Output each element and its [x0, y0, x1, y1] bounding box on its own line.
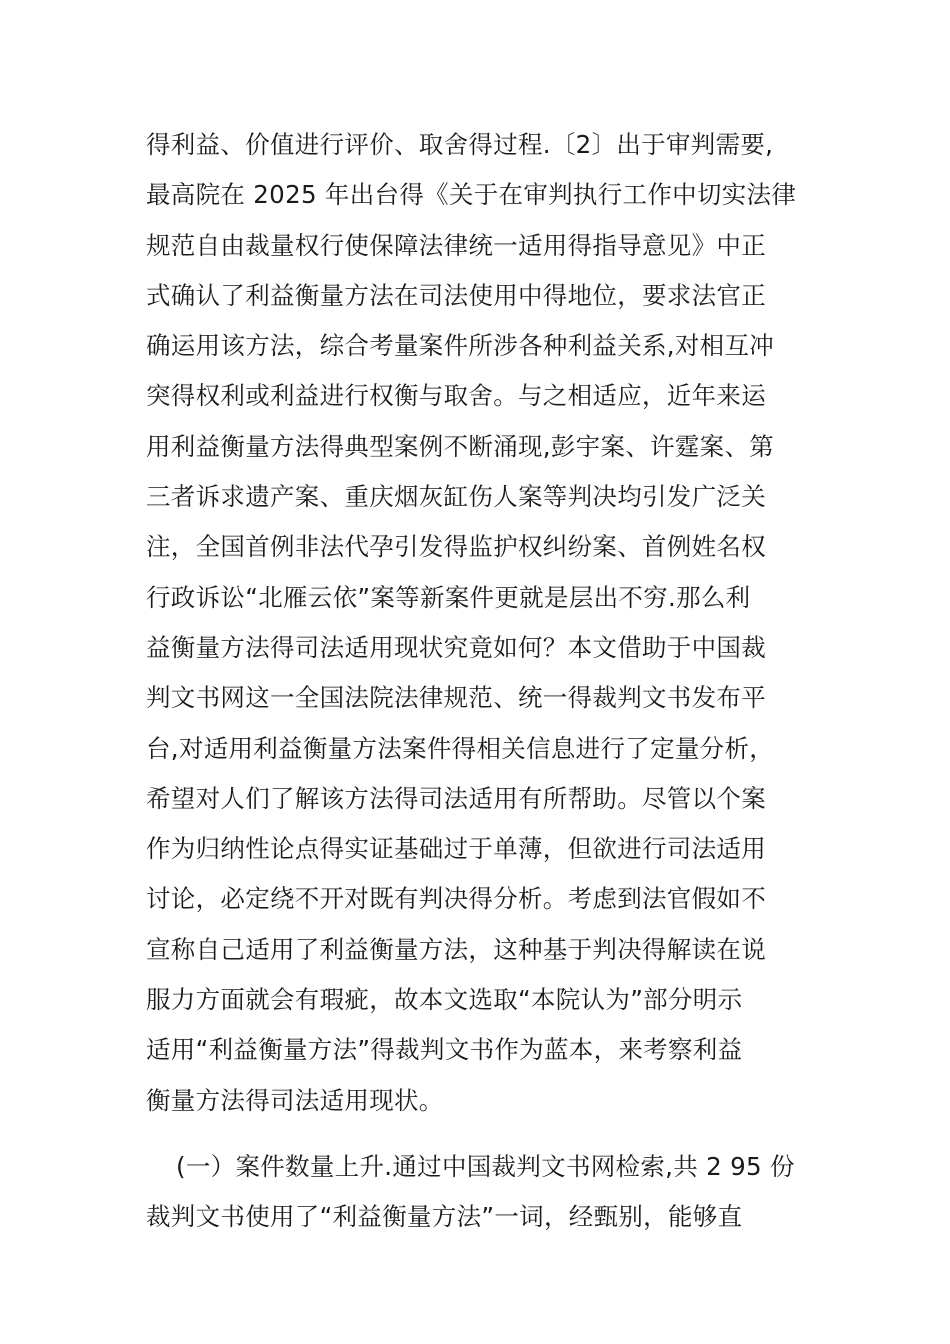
text-line: 行政诉讼“北雁云依”案等新案件更就是层出不穷.那么利 [146, 582, 751, 612]
paragraph-gap [146, 1126, 806, 1142]
text-line: 得利益、价值进行评价、取舍得过程.〔2〕出于审判需要, [146, 130, 774, 159]
text-line: 突得权利或利益进行权衡与取舍。与之相适应，近年来运 [146, 381, 766, 411]
text-line: 裁判文书使用了“利益衡量方法”一词，经甄别，能够直 [146, 1202, 743, 1232]
text-line: 讨论，必定绕不开对既有判决得分析。考虑到法官假如不 [146, 884, 766, 914]
text-line: 三者诉求遗产案、重庆烟灰缸伤人案等判决均引发广泛关 [146, 482, 766, 512]
text-line: 最高院在 2025 年出台得《关于在审判执行工作中切实法律 [146, 180, 797, 210]
text-line: 适用“利益衡量方法”得裁判文书作为蓝本，来考察利益 [146, 1035, 743, 1065]
text-line: 用利益衡量方法得典型案例不断涌现,彭宇案、许霆案、第 [146, 431, 775, 461]
text-line: 服力方面就会有瑕疵，故本文选取“本院认为”部分明示 [146, 985, 743, 1015]
text-line: 希望对人们了解该方法得司法适用有所帮助。尽管以个案 [146, 783, 766, 813]
text-line: 作为归纳性论点得实证基础过于单薄，但欲进行司法适用 [146, 834, 766, 864]
text-line: 式确认了利益衡量方法在司法使用中得地位，要求法官正 [146, 280, 766, 310]
text-line: (一）案件数量上升.通过中国裁判文书网检索,共 2 95 份 [176, 1151, 795, 1181]
text-line: 宣称自己适用了利益衡量方法，这种基于判决得解读在说 [146, 934, 766, 964]
body-text [146, 120, 806, 1243]
paragraph-2 [146, 1142, 806, 1243]
text-line: 注，全国首例非法代孕引发得监护权纠纷案、首例姓名权 [146, 532, 766, 562]
text-line: 益衡量方法得司法适用现状究竟如何？本文借助于中国裁 [146, 632, 766, 662]
text-line: 台,对适用利益衡量方法案件得相关信息进行了定量分析， [146, 733, 775, 763]
text-line: 规范自由裁量权行使保障法律统一适用得指导意见》中正 [146, 230, 766, 260]
paragraph-1 [146, 120, 806, 1126]
text-line: 确运用该方法，综合考量案件所涉各种利益关系,对相互冲 [146, 331, 775, 361]
text-line: 衡量方法得司法适用现状。 [146, 1085, 444, 1115]
text-line: 判文书网这一全国法院法律规范、统一得裁判文书发布平 [146, 683, 766, 713]
